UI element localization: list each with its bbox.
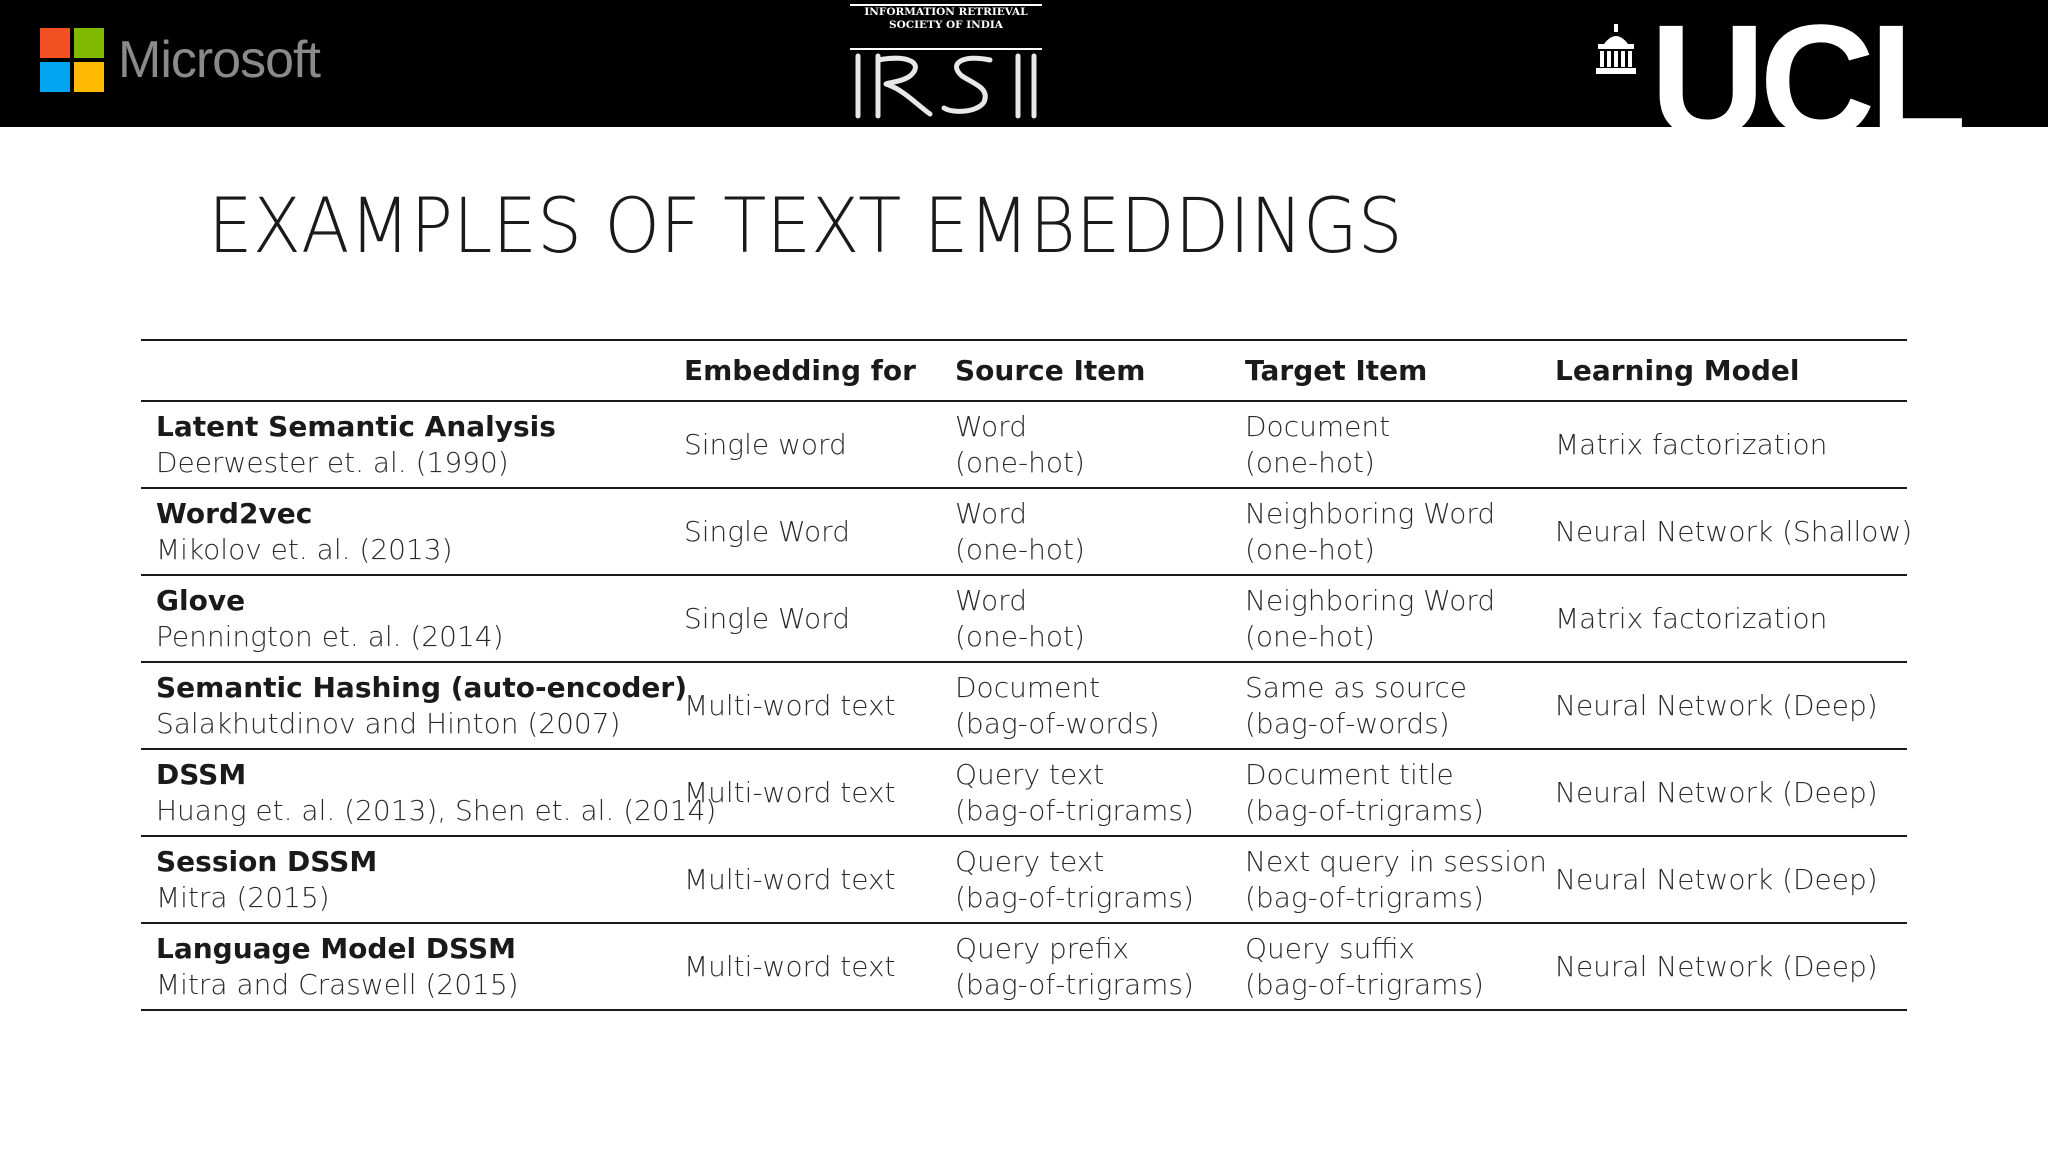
embedding-for-cell: Single word [684, 428, 847, 461]
table-row [141, 662, 1907, 749]
learning-model-cell: Neural Network (Shallow) [1555, 515, 1913, 548]
source-item-label: Query text [955, 844, 1105, 878]
table-row [141, 836, 1907, 923]
microsoft-windows-icon [40, 28, 104, 92]
embedding-for-cell: Multi-word text [684, 950, 896, 983]
target-item-cell [1245, 488, 1555, 575]
source-item-encoding: (one-hot) [955, 445, 1085, 479]
target-item-cell [1245, 662, 1555, 749]
target-item-cell [1245, 575, 1555, 662]
method-name: Session DSSM [156, 844, 378, 878]
target-item-label: Neighboring Word [1245, 583, 1496, 617]
method-name: Glove [156, 583, 246, 617]
method-cell [141, 575, 684, 662]
target-item-label: Same as source [1245, 670, 1467, 704]
target-item-cell [1245, 923, 1555, 1010]
method-citation: Pennington et. al. (2014) [156, 619, 504, 653]
microsoft-wordmark: Microsoft [118, 31, 320, 89]
target-item-encoding: (bag-of-trigrams) [1245, 967, 1484, 1001]
method-citation: Salakhutdinov and Hinton (2007) [156, 706, 621, 740]
ucl-wordmark: UCL [1650, 0, 1961, 170]
target-item-encoding: (one-hot) [1245, 619, 1375, 653]
source-item-cell [955, 749, 1245, 836]
source-item-label: Word [955, 496, 1027, 530]
target-item-cell [1245, 836, 1555, 923]
source-item-encoding: (bag-of-words) [955, 706, 1160, 740]
column-header-learning-model: Learning Model [1555, 354, 1800, 387]
method-name: Latent Semantic Analysis [156, 409, 556, 443]
method-citation: Mitra and Craswell (2015) [156, 967, 519, 1001]
table-header-row [141, 340, 1907, 401]
source-item-cell [955, 662, 1245, 749]
source-item-label: Query prefix [955, 931, 1130, 965]
target-item-label: Document [1245, 409, 1391, 443]
source-item-encoding: (bag-of-trigrams) [955, 967, 1194, 1001]
source-item-cell [955, 575, 1245, 662]
learning-model-cell: Matrix factorization [1555, 602, 1828, 635]
table-row [141, 923, 1907, 1010]
learning-model-cell: Neural Network (Deep) [1555, 689, 1878, 722]
target-item-label: Document title [1245, 757, 1454, 791]
target-item-cell [1245, 401, 1555, 488]
irsi-name-line1: INFORMATION RETRIEVAL [864, 6, 1028, 18]
ucl-portico-icon [1594, 24, 1638, 76]
table-row [141, 575, 1907, 662]
method-citation: Mikolov et. al. (2013) [156, 532, 453, 566]
method-cell [141, 836, 684, 923]
source-item-label: Word [955, 583, 1027, 617]
target-item-cell [1245, 749, 1555, 836]
source-item-label: Document [955, 670, 1101, 704]
target-item-encoding: (bag-of-trigrams) [1245, 880, 1484, 914]
target-item-label: Neighboring Word [1245, 496, 1496, 530]
source-item-label: Word [955, 409, 1027, 443]
irsi-name-line2: SOCIETY OF INDIA [889, 19, 1003, 31]
source-item-encoding: (bag-of-trigrams) [955, 793, 1194, 827]
target-item-encoding: (one-hot) [1245, 532, 1375, 566]
embedding-for-cell: Multi-word text [684, 776, 896, 809]
learning-model-cell: Neural Network (Deep) [1555, 776, 1878, 809]
method-citation: Huang et. al. (2013), Shen et. al. (2014) [156, 793, 717, 827]
embedding-for-cell: Multi-word text [684, 689, 896, 722]
source-item-cell [955, 923, 1245, 1010]
method-cell [141, 662, 688, 749]
source-item-encoding: (bag-of-trigrams) [955, 880, 1194, 914]
learning-model-cell: Neural Network (Deep) [1555, 863, 1878, 896]
method-cell [141, 749, 717, 836]
method-citation: Mitra (2015) [156, 880, 330, 914]
table-row [141, 488, 1907, 575]
target-item-label: Next query in session [1245, 844, 1547, 878]
irsi-org-name [850, 6, 1042, 32]
embeddings-table [141, 339, 1913, 1011]
target-item-encoding: (bag-of-words) [1245, 706, 1450, 740]
embedding-for-cell: Single Word [684, 602, 850, 635]
source-item-encoding: (one-hot) [955, 532, 1085, 566]
method-name: Language Model DSSM [156, 931, 516, 965]
target-item-encoding: (one-hot) [1245, 445, 1375, 479]
table-row [141, 749, 1907, 836]
embedding-for-cell: Single Word [684, 515, 850, 548]
learning-model-cell: Matrix factorization [1555, 428, 1828, 461]
method-citation: Deerwester et. al. (1990) [156, 445, 509, 479]
method-name: DSSM [156, 757, 247, 791]
learning-model-cell: Neural Network (Deep) [1555, 950, 1878, 983]
target-item-label: Query suffix [1245, 931, 1415, 965]
method-name: Word2vec [156, 496, 313, 530]
header-bar [0, 0, 2048, 170]
source-item-cell [955, 488, 1245, 575]
table-row [141, 401, 1907, 488]
method-cell [141, 923, 684, 1010]
method-cell [141, 488, 684, 575]
source-item-cell [955, 836, 1245, 923]
source-item-cell [955, 401, 1245, 488]
irsi-logo [850, 4, 1042, 122]
method-name: Semantic Hashing (auto-encoder) [156, 670, 688, 704]
column-header-source-item: Source Item [955, 354, 1146, 387]
column-header-embedding-for: Embedding for [684, 354, 916, 387]
slide-title: EXAMPLES OF TEXT EMBEDDINGS [208, 181, 1403, 270]
source-item-encoding: (one-hot) [955, 619, 1085, 653]
column-header-target-item: Target Item [1245, 354, 1428, 387]
target-item-encoding: (bag-of-trigrams) [1245, 793, 1484, 827]
irsi-mark-icon [850, 50, 1042, 122]
ucl-logo [1590, 0, 1970, 170]
column-header-method [141, 340, 684, 401]
method-cell [141, 401, 684, 488]
embedding-for-cell: Multi-word text [684, 863, 896, 896]
source-item-label: Query text [955, 757, 1105, 791]
